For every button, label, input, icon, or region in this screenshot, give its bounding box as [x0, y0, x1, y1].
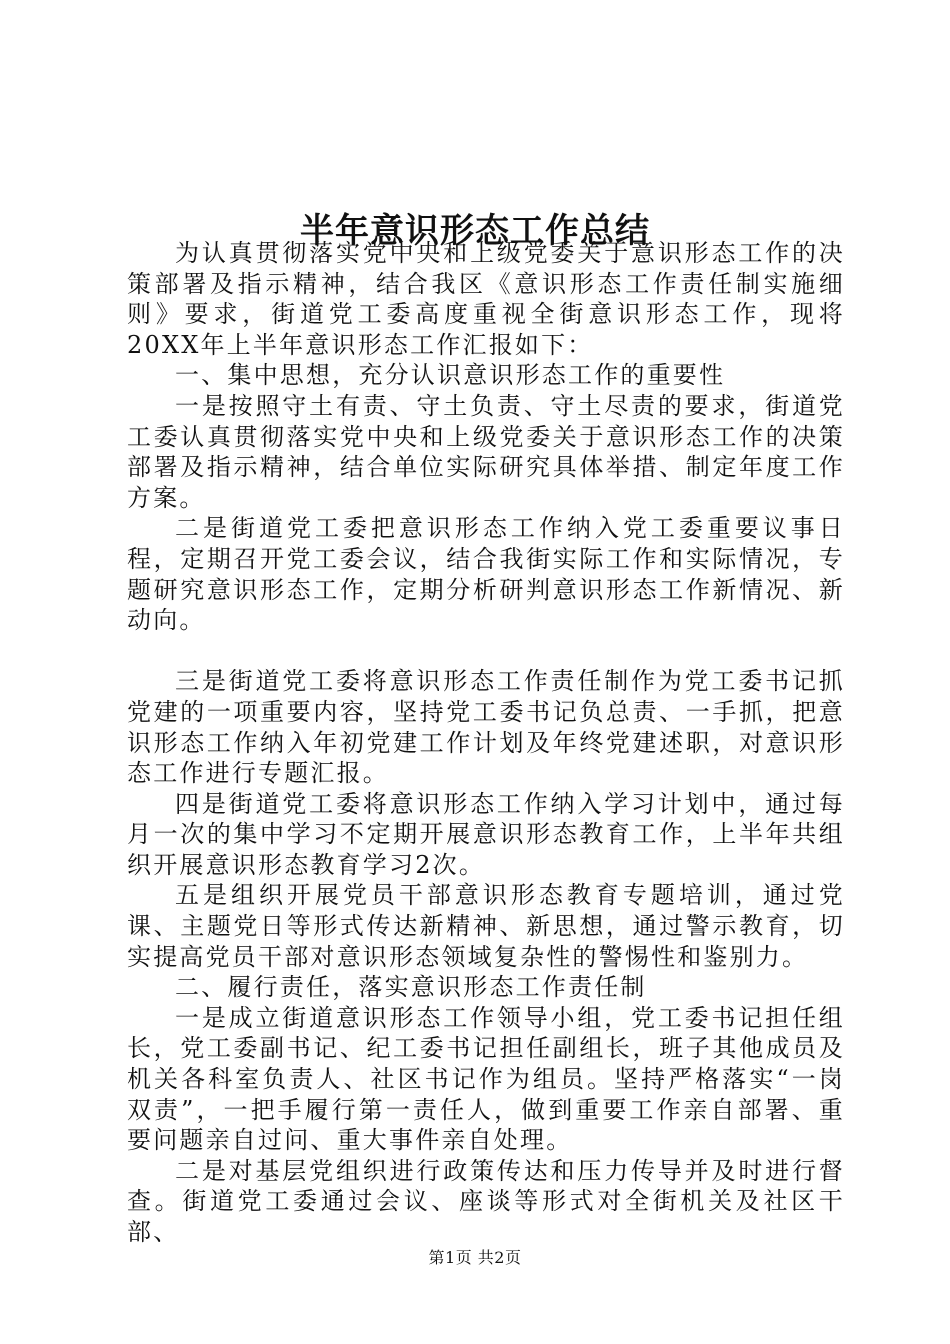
body-paragraph: 一是成立街道意识形态工作领导小组，党工委书记担任组长，党工委副书记、纪工委书记担任副组长，班子其他成员及机关各科室负责人、社区书记作为组员。坚持严格落实“一岗双责”，一把手履行第一责任人，做到重要工作亲自部署、重要问题亲自过问、重大事件亲自处理。: [127, 1003, 845, 1155]
page-footer: 第1页 共2页: [428, 1248, 522, 1267]
document-title: 半年意识形态工作总结: [300, 210, 650, 251]
section-heading-1: 一、集中思想，充分认识意识形态工作的重要性: [175, 361, 726, 390]
body-paragraph: 四是街道党工委将意识形态工作纳入学习计划中，通过每月一次的集中学习不定期开展意识形态教育工作，上半年共组织开展意识形态教育学习2次。: [127, 789, 845, 879]
document-body: [127, 238, 845, 1248]
body-paragraph: 三是街道党工委将意识形态工作责任制作为党工委书记抓党建的一项重要内容，坚持党工委书记负总责、一手抓，把意识形态工作纳入年初党建工作计划及年终党建述职，对意识形态工作进行专题汇报。: [127, 667, 845, 788]
section-heading-2: 二、履行责任，落实意识形态工作责任制: [175, 973, 647, 1002]
body-paragraph: 二是街道党工委把意识形态工作纳入党工委重要议事日程，定期召开党工委会议，结合我街实际工作和实际情况，专题研究意识形态工作，定期分析研判意识形态工作新情况、新动向。: [127, 514, 845, 635]
body-paragraph: 五是组织开展党员干部意识形态教育专题培训，通过党课、主题党日等形式传达新精神、新思想，通过警示教育，切实提高党员干部对意识形态领域复杂性的警惕性和鉴别力。: [127, 881, 845, 971]
body-paragraph: 二是对基层党组织进行政策传达和压力传导并及时进行督查。街道党工委通过会议、座谈等形式对全街机关及社区干部、: [127, 1156, 845, 1246]
intro-paragraph: 为认真贯彻落实党中央和上级党委关于意识形态工作的决策部署及指示精神，结合我区《意识形态工作责任制实施细则》要求，街道党工委高度重视全街意识形态工作，现将20XX年上半年意识形态工作汇报如下：: [127, 239, 845, 359]
body-paragraph: 一是按照守土有责、守土负责、守土尽责的要求，街道党工委认真贯彻落实党中央和上级党委关于意识形态工作的决策部署及指示精神，结合单位实际研究具体举措、制定年度工作方案。: [127, 391, 845, 512]
